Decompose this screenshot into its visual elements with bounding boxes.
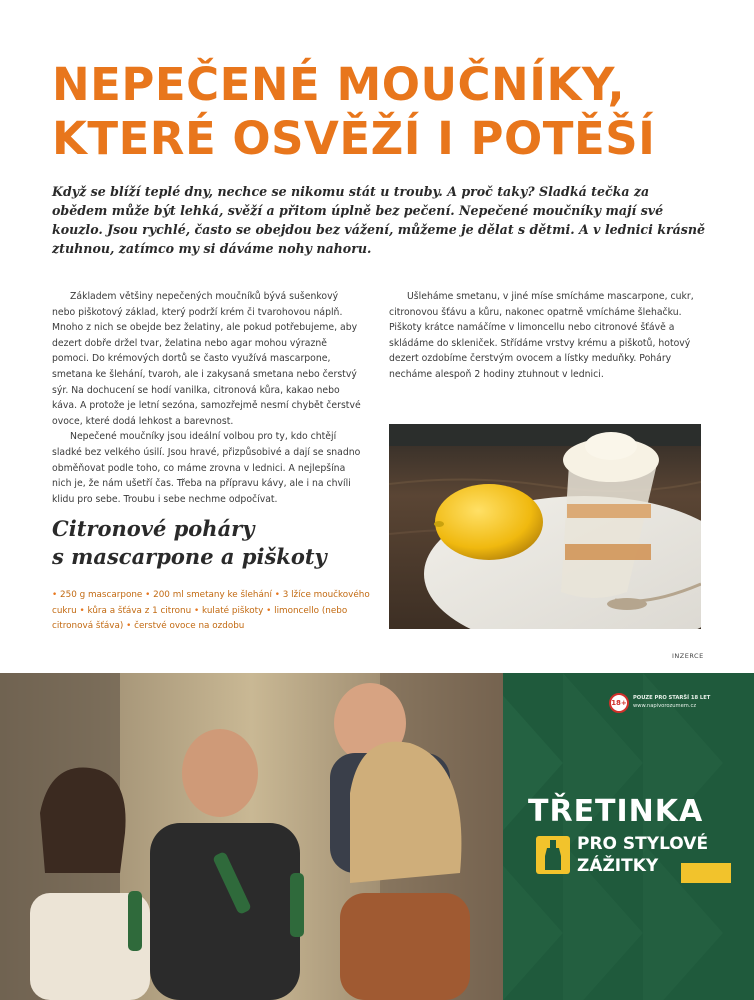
lead-paragraph: Když se blíží teplé dny, nechce se nikomu stát u trouby. A proč taky? Sladká tečka za obědem může být lehká, svěží a přitom úplně bez pečení. Nepečené moučníky mají své kouzlo. Jsou rychlé, často se obejdou bez vážení, můžeme je dělat s dětmi. A v lednici krásně ztuhnou, zatímco my si dáváme nohy nahoru. bbox=[52, 184, 706, 256]
advert-photo bbox=[0, 673, 503, 1000]
article-column-left bbox=[52, 289, 364, 507]
ingredient-bullet: • bbox=[79, 605, 85, 616]
dessert-photo-illustration bbox=[389, 424, 701, 629]
article-column-right bbox=[389, 289, 701, 383]
recipe-title bbox=[52, 515, 372, 571]
headline-line-2: KTERÉ OSVĚŽÍ I POTĚŠÍ bbox=[52, 112, 656, 165]
body-paragraph: Základem většiny nepečených moučníků bývá sušenkový nebo piškotový základ, který podrží krém či tvarohovou náplň. Mnoho z nich se obejde bez želatiny, ale pokud potřebujeme, aby dezert dobře držel tvar, želatina nebo agar mohou výrazně pomoci. Do krémových dortů se často využívá mascarpone, smetana ke šlehání, tvaroh, ale i zakysaná smetana nebo čerstvý sýr. Na dochucení se hodí vanilka, citronová kůra, kakao nebo káva. A protože je letní sezóna, samozřejmě nesmí chybět čerstvé ovoce, které dodá lehkost a barevnost. bbox=[52, 291, 361, 427]
ingredient-bullet: • bbox=[52, 590, 58, 600]
beer-bottle-logo-icon bbox=[536, 836, 570, 874]
headline-line-1: NEPEČENÉ MOUČNÍKY, bbox=[52, 58, 626, 111]
headline bbox=[52, 58, 712, 166]
ingredient-item: 3 lžíce moučkového cukru bbox=[52, 590, 370, 616]
advert-photo-illustration bbox=[0, 673, 503, 1000]
age-notice bbox=[633, 694, 751, 710]
advertisement[interactable] bbox=[0, 673, 754, 1000]
ingredient-item: 200 ml smetany ke šlehání bbox=[153, 590, 272, 600]
recipe-title-line-1: Citronové poháry bbox=[52, 516, 255, 541]
recipe-title-line-2: s mascarpone a piškoty bbox=[52, 544, 327, 569]
ingredient-bullet: • bbox=[266, 605, 272, 616]
brand-title: TŘETINKA bbox=[528, 794, 704, 829]
ingredient-list bbox=[52, 588, 370, 635]
ingredient-bullet: • bbox=[126, 621, 132, 631]
age-limit-icon: 18+ bbox=[609, 693, 629, 713]
recipe-method: Ušleháme smetanu, v jiné míse smícháme mascarpone, cukr, citronovou šťávu a kůru, nakonec opatrně vmícháme šlehačku. Piškoty krátce namáčíme v limoncellu nebo citronové šťávě a skládáme do skleniček. Střídáme vrstvy krému a piškotů, hotový dezert ozdobíme čerstvým ovocem a lístky meduňky. Poháry necháme alespoň 2 hodiny ztuhnout v lednici. bbox=[389, 291, 694, 380]
brand-slogan-line-1: PRO STYLOVÉ bbox=[577, 834, 709, 854]
dessert-photo bbox=[389, 424, 701, 629]
ingredient-bullet: • bbox=[274, 590, 280, 600]
age-notice-title: POUZE PRO STARŠÍ 18 LET bbox=[633, 695, 711, 701]
ingredient-item: kulaté piškoty bbox=[202, 605, 264, 616]
brand-slogan-line-2: ZÁŽITKY bbox=[577, 856, 659, 876]
age-notice-url[interactable]: www.napivorozumem.cz bbox=[633, 703, 697, 709]
ingredient-item: čerstvé ovoce na ozdobu bbox=[134, 621, 245, 631]
ingredient-item: kůra a šťáva z 1 citronu bbox=[87, 605, 192, 616]
ingredient-item: limoncello (nebo citronová šťáva) bbox=[52, 605, 348, 631]
arrow-graphic bbox=[681, 863, 731, 883]
advert-label: INZERCE bbox=[672, 652, 704, 660]
ingredient-bullet: • bbox=[145, 590, 151, 600]
ingredient-item: 250 g mascarpone bbox=[60, 590, 143, 600]
ingredient-bullet: • bbox=[194, 605, 200, 616]
body-paragraph: Nepečené moučníky jsou ideální volbou pro ty, kdo chtějí sladké bez velkého úsilí. Jsou hravé, přizpůsobivé a dají se snadno obměňovat podle toho, co máme zrovna v lednici. A nejlepšína nich je, že nám ušetří čas. Třeba na přípravu kávy, ale i na chvíli klidu pro sebe. Troubu i sebe nechme odpočívat. bbox=[52, 431, 361, 505]
advert-brand-panel bbox=[503, 673, 754, 1000]
